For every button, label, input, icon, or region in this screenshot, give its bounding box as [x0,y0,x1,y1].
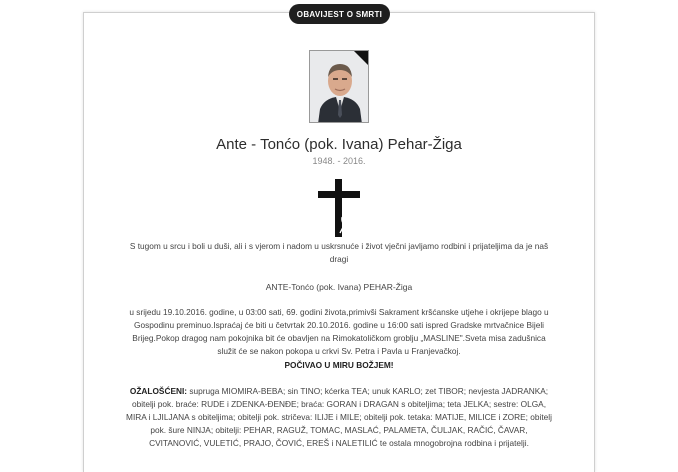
mourners-list [124,385,554,450]
obituary-badge: OBAVIJEST O SMRTI [289,4,390,24]
funeral-details: u srijedu 19.10.2016. godine, u 03:00 sati, 69. godini života,primivši Sakrament kršćanske utjehe i okrijepe blago u Gospodinu preminuo.Ispraćaj će biti u četvrtak 20.10.2016. godine u 16:00 sati ispred Gradske mrtvačnice Bijeli Brijeg.Pokop dragog nam pokojnika bit će obavljen na Rimokatoličkom groblju „MASLINE".Sveta misa zadušnica služit će se nakon pokopa u crkvi Sv. Petra i Pavla u Franjevačkoj. [129,307,549,356]
deceased-photo [309,50,369,123]
rest-in-peace: POČIVAO U MIRU BOŽJEM! [284,360,394,370]
cross-icon [318,179,360,237]
portrait-image [310,51,369,123]
mourners-text: supruga MIOMIRA-BEBA; sin TINO; kćerka TEA; unuk KARLO; zet TIBOR; nevjesta JADRANKA; obitelji pok. braće: RUDE i ZDENKA-ĐENĐE; braća: GORAN i DRAGAN s obiteljima; teta JELKA; sestre: OLGA, MIRA i LJILJANA s obiteljima; obitelji pok. stričeva: ILIJE i MILE; obitelji pok. tetaka: MATIJE, MILICE i ZORE; obitelj pok. šure NINJA; obitelji: PEHAR, RAGUŽ, TOMAC, MASLAĆ, PALAMETA, ČULJAK, RAČIĆ, ČAVAR, CVITANOVIĆ, VULETIĆ, PRAJO, ČOVIĆ, EREŠ i NALETILIĆ te ostala mnogobrojna rodbina i prijatelji. [126,386,552,448]
life-years: 1948. - 2016. [312,156,366,166]
mourners-label: OŽALOŠĆENI: [129,386,188,396]
intro-text: S tugom u srcu i boli u duši, ali i s vjerom i nadom u uskrsnuće i život vječni javljamo rodbini i prijateljima da je naš dragi [129,241,549,264]
deceased-name-caps: ANTE-Tonćo (pok. Ivana) PEHAR-Žiga [265,282,413,292]
deceased-name: Ante - Tonćo (pok. Ivana) Pehar-Žiga [216,136,462,153]
